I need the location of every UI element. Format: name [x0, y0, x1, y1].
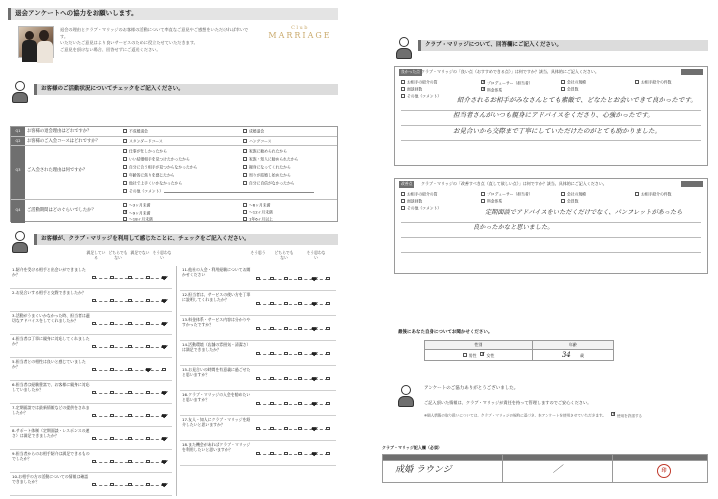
gender-female[interactable]: ✓ 女性 [480, 353, 494, 358]
right-scale-option[interactable] [312, 402, 316, 406]
right-scale-option[interactable] [270, 277, 274, 281]
scale-line [258, 304, 328, 305]
satisfaction-row [10, 358, 172, 381]
question-number: Q4 [11, 200, 25, 223]
right-scale-option[interactable] [270, 302, 274, 306]
left-page [0, 0, 350, 499]
left-scale-option[interactable] [146, 460, 150, 464]
left-scale-option[interactable] [92, 322, 96, 326]
bad-option-5[interactable]: 料金体系 [481, 199, 502, 204]
satisfaction-question: 5.担当者との相性は良いと感じていましたか？ [12, 359, 86, 370]
satisfaction-row [10, 404, 172, 427]
satisfaction-question: 11.他社の入会・利用経験についてお聞かせください [182, 267, 251, 278]
right-scale-option[interactable] [256, 377, 260, 381]
seal-stamp: 印 [657, 464, 671, 478]
left-scale-option[interactable] [92, 460, 96, 464]
good-option-6[interactable]: 会員数 [561, 87, 578, 92]
scale-header: 満足している [86, 250, 106, 260]
handwritten-answer: お見合いから交際まで丁寧にしていただけたのがとても助かりました。 [453, 127, 661, 135]
question-text: ご活動期間はどのぐらいでしたか？ [27, 208, 96, 213]
handwritten-answer: 紹介されるお相手がみなさんとても素敵で、どなたとお会いできて良かったです。 [457, 96, 697, 104]
option-q3-3[interactable]: 家族・知人に勧められたから [243, 157, 298, 162]
left-scale-option[interactable] [162, 276, 166, 280]
left-scale-option[interactable] [110, 391, 114, 395]
left-scale-option[interactable] [128, 299, 132, 303]
left-scale-option[interactable] [162, 368, 166, 372]
intro-text: 退会の理由とクラブ・マリッジのお客様の活動について率直なご意見やご感想をいただければ幸いです。 いただいたご意見はより良いサービスのために役立たせていただきます。 ご意見を頂けない場合、回答せずにご返送ください。 [60, 27, 249, 53]
profile-heading: 最後にあなた自身についてお聞かせください。 [398, 330, 493, 335]
satisfaction-question: 17.友人・知人にクラブ・マリッジを紹介したいと思いますか？ [182, 417, 251, 428]
person-icon [396, 384, 416, 408]
satisfaction-row [180, 341, 336, 366]
right-scale-option[interactable] [284, 402, 288, 406]
couple-photo [18, 26, 54, 58]
signature-table [382, 454, 708, 483]
right-scale-option[interactable] [298, 352, 302, 356]
scale-header: 満足でない [130, 250, 150, 255]
left-scale-option[interactable] [146, 345, 150, 349]
option-q4-4[interactable]: ～18ヶ月未満 [123, 217, 153, 222]
signature-label: クラブ・マリッジ記入欄（必須） [382, 445, 442, 450]
right-scale-option[interactable] [270, 377, 274, 381]
left-scale-option[interactable] [92, 368, 96, 372]
right-scale-option[interactable] [326, 277, 330, 281]
left-scale-option[interactable] [162, 345, 166, 349]
right-scale-option[interactable] [284, 277, 288, 281]
satisfaction-row [10, 266, 172, 289]
right-scale-option[interactable] [270, 327, 274, 331]
right-scale-option[interactable] [312, 277, 316, 281]
good-option-0[interactable]: お相手の紹介の質 [401, 80, 437, 85]
satisfaction-question: 16.クラブ・マリッジの入会を勧めたいと思いますか？ [182, 392, 251, 403]
scale-header: そう思う [250, 250, 266, 255]
right-scale-option[interactable] [256, 302, 260, 306]
satisfaction-row [10, 450, 172, 473]
satisfaction-question: 14.活動環境（店舗の雰囲気・清潔さ）は満足できましたか？ [182, 342, 251, 353]
age-header: 年齢 [532, 341, 613, 350]
satisfaction-question: 3.活動がうまくいかなかった時、担当者は適切なアドバイスをしてくれましたか？ [12, 313, 90, 324]
left-scale-option[interactable] [128, 414, 132, 418]
age-value: 34 [561, 351, 571, 359]
right-scale-option[interactable] [298, 377, 302, 381]
brand-logo: Club MARRIAGE [268, 25, 332, 40]
right-scale-option[interactable] [298, 452, 302, 456]
agree-checkbox[interactable]: ✓ 使用を許諾する [611, 414, 642, 418]
option-q4-2[interactable]: ✓～9ヶ月未満 [123, 210, 150, 216]
good-option-2[interactable]: 会社の規模 [561, 80, 586, 85]
left-scale-option[interactable] [128, 437, 132, 441]
bad-option-3[interactable]: お相手紹介の件数 [635, 192, 671, 197]
left-scale-option[interactable] [162, 483, 166, 487]
left-scale-option[interactable] [110, 437, 114, 441]
option-q3-6[interactable]: 年齢的に焦りを感じたから [123, 173, 175, 178]
right-scale-option[interactable] [256, 327, 260, 331]
right-scale-option[interactable] [326, 427, 330, 431]
left-scale-option[interactable] [92, 391, 96, 395]
right-scale-option[interactable] [270, 352, 274, 356]
option-q3-4[interactable]: 自分に合う相手が見つからなかったから [123, 165, 197, 170]
person-icon [394, 36, 414, 60]
satisfaction-row [180, 266, 336, 291]
good-option-7[interactable]: その他（コメント） [401, 94, 441, 99]
right-scale-option[interactable] [298, 427, 302, 431]
left-scale-option[interactable] [128, 368, 132, 372]
person-icon [10, 230, 30, 254]
good-points-label: 良かった点 [401, 69, 420, 74]
left-scale-option[interactable] [110, 368, 114, 372]
right-scale-option[interactable] [312, 327, 316, 331]
satisfaction-question: 15.お見合いの時間を有意義に過ごせたと思いますか？ [182, 367, 251, 378]
right-scale-option[interactable] [326, 452, 330, 456]
handwritten-answer: 担当者さんがいつも親身にアドバイスをくださり、心強かったです。 [453, 111, 654, 119]
scale-line [258, 454, 328, 455]
scale-header: そう思わない [306, 250, 326, 260]
satisfaction-question: 18.また機会があればクラブ・マリッジを利用したいと思いますか？ [182, 442, 251, 453]
right-scale-option[interactable] [256, 427, 260, 431]
profile-table [424, 340, 614, 361]
right-page [368, 0, 718, 499]
satisfaction-row [180, 441, 336, 466]
left-scale-option[interactable] [146, 368, 150, 372]
question-row [11, 136, 337, 145]
scale-header: どちらでもない [274, 250, 294, 260]
gender-male[interactable]: 男性 [463, 353, 477, 358]
left-scale-option[interactable] [162, 460, 166, 464]
right-scale-option[interactable] [298, 402, 302, 406]
satisfaction-question: 9.担当者からのお相手紹介は満足できるものでしたか？ [12, 451, 90, 462]
left-scale-option[interactable] [162, 299, 166, 303]
left-scale-option[interactable] [92, 414, 96, 418]
right-scale-option[interactable] [326, 402, 330, 406]
right-scale-option[interactable] [270, 427, 274, 431]
privacy-note: ※個人情報の取り扱いについては、クラブ・マリッジの規約に基づき、本アンケートを使用させていただきます。 ✓ 使用を許諾する [424, 412, 708, 418]
age-unit: 歳 [580, 353, 585, 358]
left-scale-option[interactable] [110, 460, 114, 464]
option-q4-5[interactable]: 1年6ヶ月以上 [243, 217, 273, 222]
option-q4-0[interactable]: ～3ヶ月未満 [123, 203, 150, 208]
left-scale-option[interactable] [110, 276, 114, 280]
left-scale-option[interactable] [146, 437, 150, 441]
right-scale-option[interactable] [326, 327, 330, 331]
bad-option-4[interactable]: 面談回数 [401, 199, 422, 204]
activity-table [10, 126, 338, 222]
satisfaction-row [10, 312, 172, 335]
scale-header: どちらでもない [108, 250, 128, 260]
option-q3-10[interactable]: その他（コメント） [123, 189, 314, 194]
satisfaction-row [180, 391, 336, 416]
person-icon [10, 80, 30, 104]
left-scale-option[interactable] [110, 322, 114, 326]
left-scale-option[interactable] [128, 460, 132, 464]
thank-you-text: アンケートのご協力ありがとうございました。 [424, 386, 519, 391]
section-satisfaction: お客様が、クラブ・マリッジを利用して感じたことに、チェックをご記入ください。 [34, 234, 338, 245]
satisfaction-question: 10.お相手の方の活動についての情報は確認できましたか？ [12, 474, 89, 485]
right-scale-option[interactable] [326, 302, 330, 306]
left-scale-option[interactable] [92, 345, 96, 349]
section-feedback: クラブ・マリッジについて、回答欄にご記入ください。 [418, 40, 708, 51]
left-scale-option[interactable] [162, 437, 166, 441]
right-scale-option[interactable] [312, 377, 316, 381]
right-scale-option[interactable] [256, 277, 260, 281]
right-scale-option[interactable] [298, 277, 302, 281]
scale-line [258, 379, 328, 380]
left-scale-option[interactable] [110, 414, 114, 418]
good-option-5[interactable]: ✓ 料金体系 [481, 87, 502, 93]
question-row [11, 145, 337, 199]
bad-option-0[interactable]: お相手の紹介の質 [401, 192, 437, 197]
satisfaction-question: 4.担当者は丁寧に親身に対応してくれましたか？ [12, 336, 90, 347]
left-scale-option[interactable] [146, 322, 150, 326]
satisfaction-row [10, 473, 172, 496]
good-points-box [394, 66, 708, 166]
option-q2-0[interactable]: スタンダードコース [123, 139, 163, 144]
right-scale-option[interactable] [284, 302, 288, 306]
option-q1-0[interactable]: 不成婚退会 [123, 129, 148, 134]
section-activity: お客様のご活動状況についてチェックをご記入ください。 [34, 84, 338, 95]
question-number: Q1 [11, 127, 25, 136]
satisfaction-question: 1.紹介を受ける相手と出会いができましたか？ [12, 267, 86, 278]
right-scale-option[interactable] [312, 427, 316, 431]
left-scale-option[interactable] [162, 414, 166, 418]
right-scale-option[interactable] [326, 377, 330, 381]
question-text: お客様の退会理由はどれですか？ [27, 129, 92, 134]
scale-header: そう思わない [152, 250, 172, 260]
right-scale-option[interactable] [312, 452, 316, 456]
left-scale-option[interactable] [146, 299, 150, 303]
left-scale-option[interactable] [162, 391, 166, 395]
right-scale-option[interactable] [284, 452, 288, 456]
satisfaction-row [10, 381, 172, 404]
left-scale-option[interactable] [110, 299, 114, 303]
satisfaction-row [10, 427, 172, 450]
good-option-1[interactable]: ✓ プロデューサー（担当者） [481, 80, 532, 86]
handwritten-answer: 良かったかなと思いました。 [473, 224, 554, 231]
right-scale-option[interactable] [326, 352, 330, 356]
left-scale-option[interactable] [162, 322, 166, 326]
option-q3-1[interactable]: 家族に勧められたから [243, 149, 287, 154]
left-scale-option[interactable] [128, 345, 132, 349]
gender-header: 性別 [425, 341, 533, 350]
scale-line [258, 329, 328, 330]
satisfaction-question: 8.サポート体制（定期面談・レスポンスの速さ）は満足できましたか？ [12, 428, 90, 439]
signature-name: 成婚 ラウンジ [395, 465, 452, 475]
option-q4-3[interactable]: ～12ヶ月未満 [243, 210, 273, 215]
right-scale-option[interactable] [256, 352, 260, 356]
left-scale-option[interactable] [128, 276, 132, 280]
left-scale-option[interactable] [110, 483, 114, 487]
right-scale-option[interactable] [312, 352, 316, 356]
satisfaction-row [180, 316, 336, 341]
improvement-question: クラブ・マリッジの「改善すべき点（直して欲しい点）」は何ですか？該当、具体的にご記入ください。 [421, 181, 607, 186]
option-q2-1[interactable]: ハングコース [243, 139, 271, 144]
satisfaction-row [180, 291, 336, 316]
left-scale-option[interactable] [146, 414, 150, 418]
scale-line [258, 279, 328, 280]
privacy-text: ご記入頂いた情報は、クラブ・マリッジが責任を持って管理しますのでご安心ください。 [424, 400, 592, 405]
improvement-label: 改善点 [401, 181, 413, 186]
question-row [11, 127, 337, 136]
left-scale-option[interactable] [128, 322, 132, 326]
left-scale-option[interactable] [146, 276, 150, 280]
right-scale-option[interactable] [284, 427, 288, 431]
bad-option-2[interactable]: 会社の規模 [561, 192, 586, 197]
scale-line [258, 404, 328, 405]
bad-option-1[interactable]: プロデューサー（担当者） [481, 192, 532, 197]
right-scale-option[interactable] [256, 452, 260, 456]
option-q3-7[interactable]: 周りが結婚し始めたから [243, 173, 291, 178]
scale-line [258, 354, 328, 355]
satisfaction-question: 6.担当者は経験豊富で、お客様に親身に対応していましたか？ [12, 382, 90, 393]
left-scale-option[interactable] [128, 391, 132, 395]
scale-line [258, 429, 328, 430]
option-q3-8[interactable]: 他社で上手くいかなかったから [123, 181, 182, 186]
satisfaction-row [180, 366, 336, 391]
right-scale-option[interactable] [284, 327, 288, 331]
right-scale-option[interactable] [284, 377, 288, 381]
question-text: お客様のご入会コースはどれですか？ [27, 139, 100, 144]
question-row [11, 199, 337, 223]
satisfaction-row [10, 335, 172, 358]
left-scale-option[interactable] [128, 483, 132, 487]
left-scale-option[interactable] [92, 483, 96, 487]
option-q3-0[interactable]: 仕事が忙しかったから [123, 149, 167, 154]
option-q3-2[interactable]: いい結婚相手を見つけたかったから [123, 157, 190, 162]
handwritten-answer: 定期面談でアドバイスをいただくだけでなく、パンフレットがあったら [485, 209, 683, 216]
option-q3-9[interactable]: 自分に自信がなかったから [243, 181, 295, 186]
question-text: ご入会された理由は何ですか？ [27, 168, 88, 173]
right-scale-option[interactable] [298, 302, 302, 306]
bad-option-7[interactable]: その他（コメント） [401, 206, 441, 211]
right-scale-option[interactable] [270, 402, 274, 406]
page-title: 退会アンケートへの協力をお願いします。 [8, 8, 338, 20]
left-scale-option[interactable] [146, 391, 150, 395]
satisfaction-row [10, 289, 172, 312]
good-points-question: クラブ・マリッジの「良い点（おすすめできる点）」は何ですか？該当、具体的にご記入ください。 [421, 69, 599, 74]
right-scale-option[interactable] [256, 402, 260, 406]
question-number: Q3 [11, 146, 25, 199]
satisfaction-question: 7.定期面談では最新情報などの提供をされましたか？ [12, 405, 90, 416]
right-scale-option[interactable] [270, 452, 274, 456]
satisfaction-question: 2.お見合いする相手と交際できましたか？ [12, 290, 86, 295]
question-number: Q2 [11, 137, 25, 145]
column-divider [176, 266, 177, 496]
right-scale-option[interactable] [284, 352, 288, 356]
satisfaction-question: 13.料金体系・サービス内容は分かりやすかったですか？ [182, 317, 251, 328]
signature-date: ／ [553, 465, 563, 475]
right-scale-option[interactable] [298, 327, 302, 331]
left-scale-option[interactable] [110, 345, 114, 349]
improvement-box [394, 178, 708, 274]
left-scale-option[interactable] [92, 437, 96, 441]
good-option-4[interactable]: 面談回数 [401, 87, 422, 92]
option-q3-5[interactable]: 親身になってくれたから [243, 165, 291, 170]
good-option-3[interactable]: お相手紹介の件数 [635, 80, 671, 85]
stamp-area [681, 69, 703, 75]
option-q4-1[interactable]: ～6ヶ月未満 [243, 203, 270, 208]
left-scale-option[interactable] [146, 483, 150, 487]
satisfaction-row [180, 416, 336, 441]
left-scale-option[interactable] [92, 299, 96, 303]
right-scale-option[interactable] [312, 302, 316, 306]
stamp-area [681, 181, 703, 187]
satisfaction-question: 12.担当者は、サービスの使い方を丁寧に説明してくれましたか？ [182, 292, 251, 303]
left-scale-option[interactable] [92, 276, 96, 280]
bad-option-6[interactable]: 会員数 [561, 199, 578, 204]
option-q1-1[interactable]: 成婚退会 [243, 129, 264, 134]
